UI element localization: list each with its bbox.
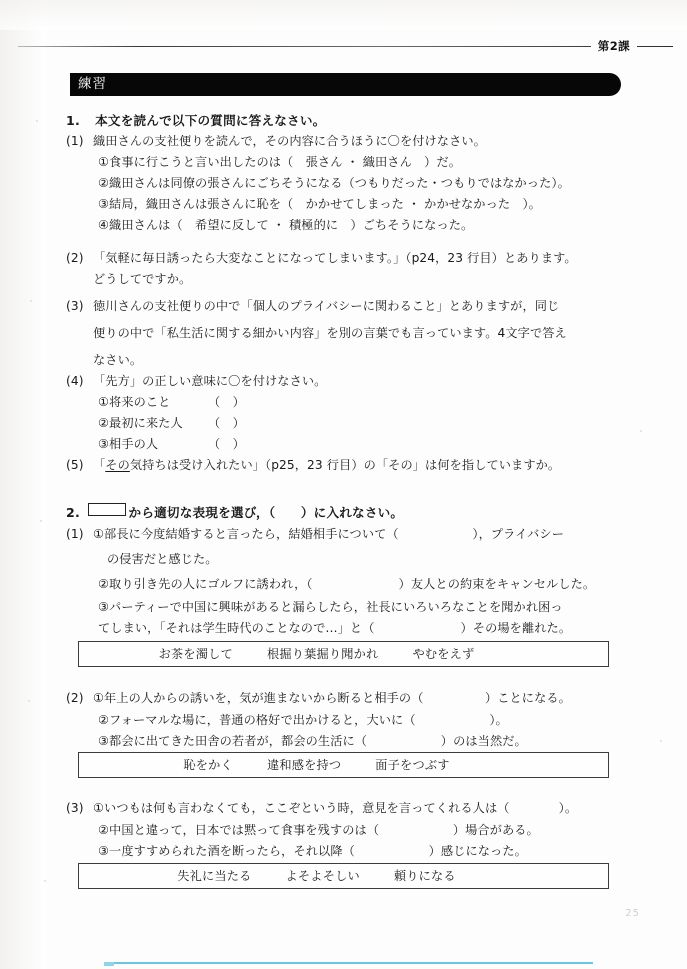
question-1-1-item-2-text: ②織田さんは同僚の張さんにごちそうになる（つもりだった・つもりではなかった）。 xyxy=(98,176,570,190)
question-2-1-line-1: ①部長に今度結婚すると言ったら，結婚相手について（ ），プライバシー xyxy=(93,527,564,541)
lesson-label: 第2課 xyxy=(591,36,637,56)
scan-artifact-top xyxy=(0,0,687,30)
scan-speck xyxy=(40,520,42,522)
question-1-2-text: 「気軽に毎日誘ったら大変なことになってしまいます。」（p24，23 行目）とあります。 xyxy=(93,251,577,265)
word-bank-1-item-1[interactable]: お茶を濁して xyxy=(158,647,233,661)
question-2-1-line-2-text: の侵害だと感じた。 xyxy=(107,552,218,566)
question-1-4-option-1-blank[interactable]: （ ） xyxy=(208,395,245,409)
header-rule xyxy=(18,46,673,47)
word-bank-2-item-2[interactable]: 違和感を持つ xyxy=(266,758,342,772)
section-1-number: 1. xyxy=(66,113,80,128)
word-bank-3-item-3[interactable]: 頼りになる xyxy=(393,869,456,883)
question-1-1-item-3-text: ③結局，織田さんは張さんに恥を（ かかせてしまった ・ かかせなかった ）。 xyxy=(98,197,541,211)
question-1-1-item-1-text: ①食事に行こうと言い出したのは（ 張さん ・ 織田さん ）だ。 xyxy=(98,155,462,169)
question-2-1-line-3-text: ②取り引き先の人にゴルフに誘われ，（ ）友人との約束をキャンセルした。 xyxy=(98,577,596,591)
page-header xyxy=(18,36,673,58)
question-1-1-item-4-text: ④織田さんは（ 希望に反して ・ 積極的に ）ごちそうになった。 xyxy=(98,218,474,232)
question-2-1 xyxy=(66,526,564,543)
question-1-3-label: (3) xyxy=(66,299,84,313)
question-1-4-option-2-text: ②最初に来た人 xyxy=(98,416,183,430)
scan-speck xyxy=(28,700,30,702)
question-1-5 xyxy=(66,457,560,474)
question-1-4-option-2 xyxy=(98,415,245,432)
question-2-2-line-2 xyxy=(98,712,508,729)
answer-choice-box xyxy=(88,503,126,516)
question-1-3-text2: 便りの中で「私生活に関する細かい内容」を別の言葉でも言っています。4文字で答え xyxy=(93,326,567,340)
word-bank-1 xyxy=(78,641,609,667)
question-1-4-text: 「先方」の正しい意味に〇を付けなさい。 xyxy=(93,374,327,388)
question-2-1-line-3 xyxy=(98,576,595,593)
question-2-2-line-3-text: ③都会に出てきた田舎の若者が，都会の生活に（ ）のは当然だ。 xyxy=(98,734,527,748)
question-2-3 xyxy=(66,800,577,817)
question-2-2 xyxy=(66,690,571,707)
question-1-2-label: (2) xyxy=(66,251,84,265)
question-1-2-text2: どうしてですか。 xyxy=(93,272,192,286)
question-2-3-label: (3) xyxy=(66,801,84,815)
question-2-1-line-2 xyxy=(107,551,218,568)
question-2-2-line-1: ①年上の人からの誘いを，気が進まないから断ると相手の（ ）ことになる。 xyxy=(93,691,571,705)
word-bank-2-item-1[interactable]: 恥をかく xyxy=(183,758,233,772)
question-1-1-item-2 xyxy=(98,175,570,192)
question-1-3-text: 徳川さんの支社便りの中で「個人のプライバシーに関わること」とありますが，同じ xyxy=(93,299,560,313)
word-bank-3-item-2[interactable]: よそよそしい xyxy=(285,869,360,883)
question-1-3-text-line2 xyxy=(93,325,567,342)
scan-speck xyxy=(44,880,46,882)
scan-speck xyxy=(640,430,642,432)
question-1-1-item-4 xyxy=(98,217,473,234)
question-1-4 xyxy=(66,373,326,390)
word-bank-2-item-3[interactable]: 面子をつぶす xyxy=(375,758,450,772)
question-1-4-option-1 xyxy=(98,394,245,411)
question-1-5-label: (5) xyxy=(66,458,84,472)
question-1-3-text-line3 xyxy=(93,352,142,369)
question-1-1 xyxy=(66,133,486,150)
question-1-1-text: 織田さんの支社便りを読んで，その内容に合うほうに〇を付けなさい。 xyxy=(93,134,486,148)
section-1-heading-text: 本文を読んで以下の質問に答えなさい。 xyxy=(95,113,326,128)
word-bank-2 xyxy=(78,752,609,778)
question-1-4-label: (4) xyxy=(66,374,84,388)
question-1-4-option-3-text: ③相手の人 xyxy=(98,437,159,451)
question-2-3-line-2-text: ②中国と違って，日本では黙って食事を残すのは（ ）場合がある。 xyxy=(98,823,539,837)
question-2-3-line-3-text: ③一度すすめられた酒を断ったら，それ以降（ ）感じになった。 xyxy=(98,844,527,858)
scan-speck xyxy=(30,300,32,302)
word-bank-1-item-2[interactable]: 根掘り葉掘り聞かれ xyxy=(266,647,379,661)
question-1-2-text-line2 xyxy=(93,271,191,288)
question-2-1-line-4-text: ③パーティーで中国に興味があると漏らしたら，社長にいろいろなことを聞かれ困っ xyxy=(98,600,563,614)
question-1-1-item-1 xyxy=(98,154,461,171)
page-number: 25 xyxy=(625,908,640,919)
footer-rule xyxy=(104,962,593,964)
scan-speck xyxy=(660,740,662,742)
question-1-3-text3: なさい。 xyxy=(93,353,143,367)
question-2-2-label: (2) xyxy=(66,691,84,705)
word-bank-3-item-1[interactable]: 失礼に当たる xyxy=(177,869,252,883)
question-1-1-label: (1) xyxy=(66,134,84,148)
question-1-5-text: 気持ちは受け入れたい」（p25，23 行目）の「その」は何を指していますか。 xyxy=(129,458,561,472)
question-2-1-line-4 xyxy=(98,599,563,616)
question-1-4-option-3-blank[interactable]: （ ） xyxy=(208,437,245,451)
section-1-heading xyxy=(66,112,325,129)
scan-speck xyxy=(36,120,38,122)
question-1-5-quote-open: 「 xyxy=(93,458,106,472)
question-1-1-item-3 xyxy=(98,196,541,213)
question-2-3-line-3 xyxy=(98,843,527,860)
section-2-heading-text: から適切な表現を選び，（ ）に入れなさい。 xyxy=(128,505,404,520)
scan-artifact-left xyxy=(0,0,46,969)
question-1-3 xyxy=(66,298,559,315)
question-2-1-line-5 xyxy=(98,620,571,637)
question-1-4-option-2-blank[interactable]: （ ） xyxy=(208,416,245,430)
question-2-2-line-3 xyxy=(98,733,527,750)
question-2-3-line-2 xyxy=(98,822,539,839)
section-2-number: 2. xyxy=(66,505,80,520)
question-2-1-line-5-text: てしまい，「それは学生時代のことなので…」と（ ）その場を離れた。 xyxy=(98,621,572,635)
question-1-4-option-1-text: ①将来のこと xyxy=(98,395,171,409)
question-1-4-option-3 xyxy=(98,436,245,453)
section-2-heading xyxy=(66,503,403,521)
question-1-2 xyxy=(66,250,577,267)
word-bank-3 xyxy=(78,863,609,889)
footer-rule-cap xyxy=(104,962,114,966)
practice-banner-title: 練習 xyxy=(78,76,107,92)
question-2-1-label: (1) xyxy=(66,527,84,541)
question-1-5-underlined-word: その xyxy=(105,458,130,472)
question-2-3-line-1: ①いつもは何も言わなくても，ここぞという時，意見を言ってくれる人は（ ）。 xyxy=(93,801,578,815)
question-2-2-line-2-text: ②フォーマルな場に，普通の格好で出かけると，大いに（ ）。 xyxy=(98,713,508,727)
word-bank-1-item-3[interactable]: やむをえず xyxy=(412,647,475,661)
practice-banner xyxy=(70,73,621,96)
